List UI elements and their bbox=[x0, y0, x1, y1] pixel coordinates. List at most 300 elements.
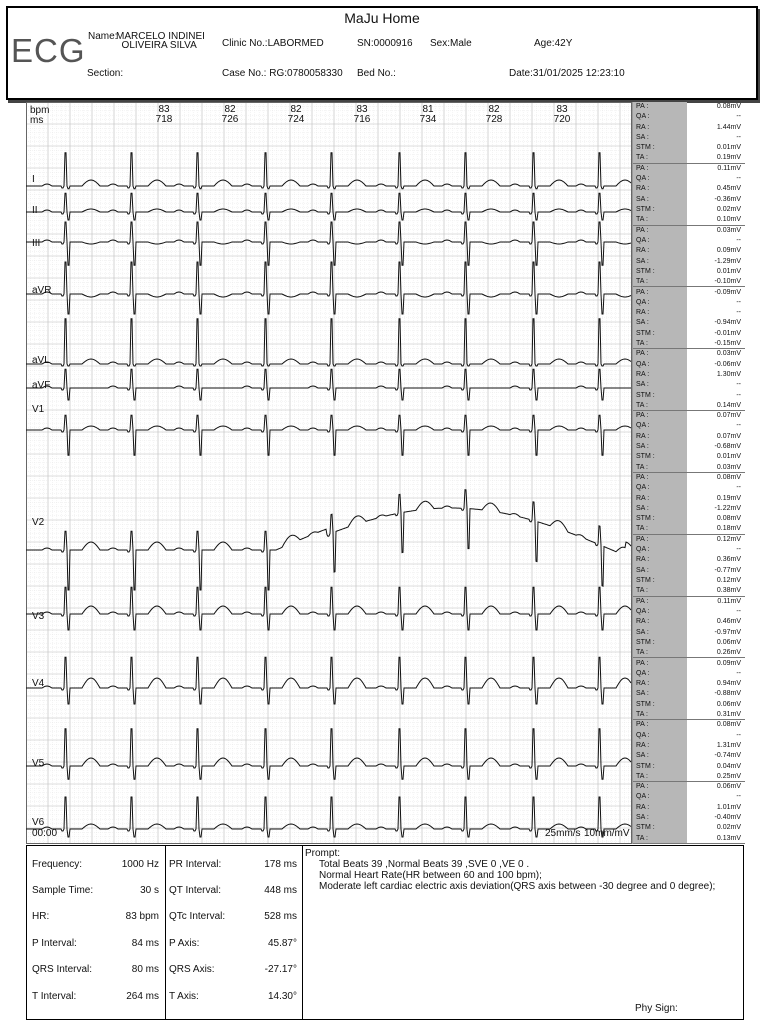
measurement-value: 0.01mV bbox=[716, 267, 741, 275]
frequency-label: Frequency: bbox=[32, 859, 83, 870]
p-interval-value: 84 ms bbox=[131, 938, 159, 949]
hr-label: HR: bbox=[32, 911, 50, 922]
measurement-row bbox=[633, 318, 745, 328]
rr-label: 82 728 bbox=[485, 104, 503, 125]
lead-label-I: I bbox=[32, 174, 35, 185]
t-interval-value: 264 ms bbox=[126, 991, 159, 1002]
measurement-value: -0.88mV bbox=[714, 690, 741, 698]
summary-table bbox=[26, 845, 744, 1020]
measurement-key: QA : bbox=[636, 546, 650, 554]
clinic-no: Clinic No.:LABORMED bbox=[222, 38, 324, 49]
gain-setting: 10mm/mV bbox=[584, 828, 630, 839]
ecg-trace-V2 bbox=[26, 490, 631, 590]
lead-measurement-block bbox=[633, 720, 745, 782]
measurement-value: 0.01mV bbox=[716, 144, 741, 152]
measurement-key: QA : bbox=[636, 422, 650, 430]
measurement-value: 0.18mV bbox=[716, 525, 741, 533]
measurement-key: TA : bbox=[636, 772, 648, 780]
measurement-key: PA : bbox=[636, 350, 649, 358]
measurement-row bbox=[633, 184, 745, 194]
column-divider bbox=[165, 846, 166, 1019]
measurement-key: RA : bbox=[636, 309, 650, 317]
ecg-trace-V4 bbox=[26, 657, 631, 704]
column-divider bbox=[302, 846, 303, 1019]
measurement-key: QA : bbox=[636, 793, 650, 801]
lead-measurement-block bbox=[633, 102, 745, 164]
measurement-key: QA : bbox=[636, 360, 650, 368]
ecg-trace-aVL bbox=[26, 319, 631, 366]
measurement-key: PA : bbox=[636, 721, 649, 729]
qt-interval-label: QT Interval: bbox=[169, 885, 222, 896]
bed-no: Bed No.: bbox=[357, 68, 396, 79]
case-no: Case No.: RG:0780058330 bbox=[222, 68, 343, 79]
measurement-key: QA : bbox=[636, 607, 650, 615]
measurement-value: 0.02mV bbox=[716, 206, 741, 214]
ecg-trace-III bbox=[26, 222, 631, 265]
measurement-key: STM : bbox=[636, 577, 655, 585]
measurement-row bbox=[633, 143, 745, 153]
measurement-row bbox=[633, 277, 745, 287]
measurement-value: -0.77mV bbox=[714, 566, 741, 574]
measurement-value: 0.11mV bbox=[717, 597, 741, 605]
rr-label: 83 718 bbox=[155, 104, 173, 125]
measurement-value: -- bbox=[736, 381, 741, 389]
measurement-key: SA : bbox=[636, 195, 649, 203]
measurement-row bbox=[633, 741, 745, 751]
report-title: MaJu Home bbox=[344, 10, 420, 26]
measurement-value: -0.10mV bbox=[714, 278, 741, 286]
p-interval-label: P Interval: bbox=[32, 938, 77, 949]
measurement-row bbox=[633, 659, 745, 669]
measurement-key: SA : bbox=[636, 628, 649, 636]
measurement-row bbox=[633, 288, 745, 298]
measurement-row bbox=[633, 494, 745, 504]
measurement-value: 0.03mV bbox=[716, 463, 741, 471]
prompt-line: Moderate left cardiac electric axis deviation(QRS axis between -30 degree and 0 degree); bbox=[319, 881, 716, 892]
measurement-key: PA : bbox=[636, 103, 649, 110]
measurement-value: -0.06mV bbox=[714, 360, 741, 368]
measurement-key: SA : bbox=[636, 133, 649, 141]
rr-label: 82 724 bbox=[287, 104, 305, 125]
measurement-row bbox=[633, 762, 745, 772]
record-date: Date:31/01/2025 12:23:10 bbox=[509, 68, 625, 79]
measurement-key: RA : bbox=[636, 680, 650, 688]
measurement-value: 0.94mV bbox=[716, 680, 741, 688]
t-axis-label: T Axis: bbox=[169, 991, 199, 1002]
measurement-row bbox=[633, 669, 745, 679]
t-interval-label: T Interval: bbox=[32, 991, 77, 1002]
ecg-trace-aVF bbox=[26, 369, 631, 400]
physician-signature-label: Phy Sign: bbox=[635, 1003, 678, 1014]
measurement-row bbox=[633, 700, 745, 710]
measurement-key: PA : bbox=[636, 659, 649, 667]
measurement-value: 1.01mV bbox=[716, 803, 741, 811]
ecg-trace-V3 bbox=[26, 587, 631, 630]
measurement-row bbox=[633, 164, 745, 174]
lead-label-aVR: aVR bbox=[32, 285, 52, 296]
measurement-key: SA : bbox=[636, 381, 649, 389]
bpm-label: bpm bbox=[30, 105, 50, 116]
measurement-row bbox=[633, 473, 745, 483]
measurement-key: STM : bbox=[636, 762, 655, 770]
interpretation-prompt bbox=[305, 848, 715, 892]
measurement-key: QA : bbox=[636, 731, 650, 739]
measurement-row bbox=[633, 267, 745, 277]
ecg-trace-area bbox=[26, 102, 632, 844]
measurement-row bbox=[633, 586, 745, 596]
measurement-key: QA : bbox=[636, 113, 650, 121]
lead-label-V1: V1 bbox=[32, 404, 45, 415]
measurement-value: 0.46mV bbox=[716, 618, 741, 626]
ecg-logo: ECG bbox=[11, 32, 86, 69]
paper-speed: 25mm/s bbox=[545, 828, 581, 839]
measurement-value: 0.03mV bbox=[716, 350, 741, 358]
measurement-value: 0.14mV bbox=[716, 401, 741, 409]
lead-label-V3: V3 bbox=[32, 611, 45, 622]
qrs-axis-label: QRS Axis: bbox=[169, 964, 215, 975]
measurement-row bbox=[633, 545, 745, 555]
measurement-key: PA : bbox=[636, 474, 649, 481]
measurement-row bbox=[633, 421, 745, 431]
measurement-key: STM : bbox=[636, 638, 655, 646]
measurement-value: -0.01mV bbox=[714, 329, 741, 337]
measurement-value: 0.11mV bbox=[717, 164, 741, 172]
measurement-row bbox=[633, 411, 745, 421]
measurement-row bbox=[633, 246, 745, 256]
measurement-value: 0.25mV bbox=[716, 772, 741, 780]
measurement-row bbox=[633, 112, 745, 122]
measurement-key: STM : bbox=[636, 391, 655, 399]
measurement-value: 0.02mV bbox=[716, 824, 741, 832]
measurement-row bbox=[633, 195, 745, 205]
measurement-value: 0.36mV bbox=[716, 556, 741, 564]
rr-label: 81 734 bbox=[419, 104, 437, 125]
measurement-value: -0.09mV bbox=[714, 288, 741, 296]
serial-no: SN:0000916 bbox=[357, 38, 413, 49]
measurement-row bbox=[633, 102, 745, 112]
measurement-row bbox=[633, 597, 745, 607]
ecg-trace-II bbox=[26, 193, 631, 220]
measurement-key: TA : bbox=[636, 649, 648, 657]
measurement-value: 0.09mV bbox=[716, 247, 741, 255]
measurement-key: TA : bbox=[636, 587, 648, 595]
p-axis-value: 45.87° bbox=[267, 938, 297, 949]
qrs-axis-value: -27.17° bbox=[264, 964, 297, 975]
sample-time-value: 30 s bbox=[140, 885, 159, 896]
measurement-row bbox=[633, 174, 745, 184]
measurement-key: STM : bbox=[636, 824, 655, 832]
lead-measurement-block bbox=[633, 411, 745, 473]
lead-measurements bbox=[632, 102, 745, 844]
measurement-row bbox=[633, 751, 745, 761]
measurement-key: PA : bbox=[636, 226, 649, 234]
measurement-key: PA : bbox=[636, 597, 649, 605]
ecg-trace-aVR bbox=[26, 262, 631, 314]
measurement-row bbox=[633, 442, 745, 452]
measurement-value: 0.09mV bbox=[716, 659, 741, 667]
measurement-row bbox=[633, 153, 745, 163]
measurement-value: 1.44mV bbox=[716, 123, 741, 131]
measurement-row bbox=[633, 689, 745, 699]
measurement-row bbox=[633, 329, 745, 339]
lead-measurement-block bbox=[633, 349, 745, 411]
measurement-key: RA : bbox=[636, 247, 650, 255]
measurement-value: 0.08mV bbox=[716, 721, 741, 729]
measurement-key: SA : bbox=[636, 257, 649, 265]
measurement-key: TA : bbox=[636, 278, 648, 286]
measurement-row bbox=[633, 308, 745, 318]
patient-sex: Sex:Male bbox=[430, 38, 472, 49]
rr-label: 82 726 bbox=[221, 104, 239, 125]
measurement-value: 0.31mV bbox=[716, 710, 741, 718]
t-axis-value: 14.30° bbox=[267, 991, 297, 1002]
qt-interval-value: 448 ms bbox=[264, 885, 297, 896]
lead-label-III: III bbox=[32, 238, 41, 249]
name-label: Name: bbox=[88, 31, 118, 42]
measurement-value: -1.22mV bbox=[714, 504, 741, 512]
report-header bbox=[6, 6, 758, 100]
measurement-key: STM : bbox=[636, 329, 655, 337]
prompt-label: Prompt: bbox=[305, 848, 341, 859]
patient-name: MARCELO INDINEI OLIVEIRA SILVA bbox=[116, 31, 205, 51]
measurement-value: -- bbox=[736, 607, 741, 615]
measurement-row bbox=[633, 628, 745, 638]
measurement-value: -- bbox=[736, 175, 741, 183]
measurement-key: TA : bbox=[636, 154, 648, 162]
measurement-key: STM : bbox=[636, 144, 655, 152]
measurement-key: TA : bbox=[636, 339, 648, 347]
measurement-row bbox=[633, 792, 745, 802]
measurement-row bbox=[633, 463, 745, 473]
measurement-row bbox=[633, 226, 745, 236]
qtc-interval-label: QTc Interval: bbox=[169, 911, 226, 922]
measurement-row bbox=[633, 123, 745, 133]
measurement-value: -- bbox=[736, 422, 741, 430]
measurement-row bbox=[633, 514, 745, 524]
measurement-key: SA : bbox=[636, 504, 649, 512]
lead-label-aVL: aVL bbox=[32, 355, 50, 366]
measurement-key: RA : bbox=[636, 803, 650, 811]
measurement-row bbox=[633, 803, 745, 813]
measurement-key: RA : bbox=[636, 370, 650, 378]
measurement-value: -0.94mV bbox=[714, 319, 741, 327]
measurement-row bbox=[633, 555, 745, 565]
measurement-key: PA : bbox=[636, 164, 649, 172]
measurement-row bbox=[633, 638, 745, 648]
qtc-interval-value: 528 ms bbox=[264, 911, 297, 922]
measurement-row bbox=[633, 360, 745, 370]
measurement-value: 0.06mV bbox=[716, 783, 741, 791]
measurement-row bbox=[633, 370, 745, 380]
measurement-row bbox=[633, 483, 745, 493]
measurement-row bbox=[633, 648, 745, 658]
measurement-value: 0.08mV bbox=[716, 515, 741, 523]
measurement-value: -- bbox=[736, 309, 741, 317]
measurement-value: 0.08mV bbox=[716, 103, 741, 110]
ecg-trace-V6 bbox=[26, 797, 631, 837]
measurement-row bbox=[633, 834, 745, 844]
patient-age: Age:42Y bbox=[534, 38, 573, 49]
measurement-row bbox=[633, 349, 745, 359]
measurement-key: TA : bbox=[636, 463, 648, 471]
lead-label-V6: V6 bbox=[32, 817, 45, 828]
measurement-value: 0.01mV bbox=[716, 453, 741, 461]
measurement-value: 0.08mV bbox=[716, 474, 741, 481]
measurement-value: -- bbox=[736, 484, 741, 492]
measurement-key: SA : bbox=[636, 690, 649, 698]
measurement-row bbox=[633, 401, 745, 411]
measurement-row bbox=[633, 504, 745, 514]
measurement-row bbox=[633, 298, 745, 308]
sample-time-label: Sample Time: bbox=[32, 885, 94, 896]
measurement-value: 0.13mV bbox=[716, 834, 741, 842]
measurement-key: PA : bbox=[636, 535, 649, 543]
measurement-value: 0.04mV bbox=[716, 762, 741, 770]
measurement-value: -0.40mV bbox=[714, 814, 741, 822]
measurement-key: PA : bbox=[636, 783, 649, 791]
section-label: Section: bbox=[87, 68, 124, 79]
measurement-value: -- bbox=[736, 298, 741, 306]
measurement-row bbox=[633, 617, 745, 627]
measurement-value: 0.26mV bbox=[716, 649, 741, 657]
lead-measurement-block bbox=[633, 659, 745, 721]
measurement-value: 0.12mV bbox=[716, 535, 741, 543]
time-start: 00:00 bbox=[32, 828, 58, 839]
measurement-value: 0.07mV bbox=[716, 432, 741, 440]
measurement-key: RA : bbox=[636, 123, 650, 131]
measurement-key: STM : bbox=[636, 700, 655, 708]
measurement-value: -1.29mV bbox=[714, 257, 741, 265]
measurement-row bbox=[633, 823, 745, 833]
measurement-row bbox=[633, 566, 745, 576]
lead-label-II: II bbox=[32, 205, 38, 216]
measurement-key: TA : bbox=[636, 401, 648, 409]
measurement-row bbox=[633, 813, 745, 823]
lead-measurement-block bbox=[633, 597, 745, 659]
measurement-value: 0.19mV bbox=[716, 154, 741, 162]
measurement-row bbox=[633, 205, 745, 215]
measurement-value: -- bbox=[736, 669, 741, 677]
lead-measurement-block bbox=[633, 226, 745, 288]
measurement-value: -- bbox=[736, 133, 741, 141]
measurement-key: STM : bbox=[636, 515, 655, 523]
ecg-grid bbox=[26, 102, 632, 844]
lead-label-V5: V5 bbox=[32, 758, 45, 769]
lead-measurement-block bbox=[633, 473, 745, 535]
lead-measurement-block bbox=[633, 164, 745, 226]
measurement-key: TA : bbox=[636, 525, 648, 533]
measurement-row bbox=[633, 236, 745, 246]
measurement-key: QA : bbox=[636, 175, 650, 183]
measurement-value: 0.19mV bbox=[716, 494, 741, 502]
measurement-row bbox=[633, 215, 745, 225]
measurement-value: 0.38mV bbox=[716, 587, 741, 595]
measurement-row bbox=[633, 391, 745, 401]
measurement-value: -- bbox=[736, 391, 741, 399]
measurement-value: -- bbox=[736, 793, 741, 801]
measurement-row bbox=[633, 782, 745, 792]
measurement-key: PA : bbox=[636, 288, 649, 296]
measurement-row bbox=[633, 432, 745, 442]
measurement-key: TA : bbox=[636, 216, 648, 224]
qrs-interval-value: 80 ms bbox=[131, 964, 159, 975]
measurement-value: -0.15mV bbox=[714, 339, 741, 347]
measurement-value: 0.06mV bbox=[716, 700, 741, 708]
measurement-key: STM : bbox=[636, 206, 655, 214]
lead-measurement-block bbox=[633, 782, 745, 844]
qrs-interval-label: QRS Interval: bbox=[32, 964, 93, 975]
lead-label-V4: V4 bbox=[32, 678, 45, 689]
lead-measurement-block bbox=[633, 535, 745, 597]
measurement-value: 0.12mV bbox=[716, 577, 741, 585]
measurement-value: 0.45mV bbox=[716, 185, 741, 193]
measurement-key: QA : bbox=[636, 298, 650, 306]
measurement-value: 0.10mV bbox=[716, 216, 741, 224]
measurement-key: SA : bbox=[636, 814, 649, 822]
lead-measurement-block bbox=[633, 288, 745, 350]
lead-label-aVF: aVF bbox=[32, 380, 51, 391]
measurement-key: TA : bbox=[636, 834, 648, 842]
ecg-trace-I bbox=[26, 153, 631, 189]
measurement-key: QA : bbox=[636, 669, 650, 677]
measurement-row bbox=[633, 524, 745, 534]
measurement-key: QA : bbox=[636, 236, 650, 244]
measurement-value: -- bbox=[736, 113, 741, 121]
measurement-value: 1.30mV bbox=[716, 370, 741, 378]
measurement-key: RA : bbox=[636, 556, 650, 564]
measurement-key: SA : bbox=[636, 319, 649, 327]
measurement-key: RA : bbox=[636, 432, 650, 440]
measurement-row bbox=[633, 772, 745, 782]
measurement-row bbox=[633, 452, 745, 462]
ms-label: ms bbox=[30, 115, 44, 126]
measurement-key: RA : bbox=[636, 185, 650, 193]
measurement-row bbox=[633, 679, 745, 689]
prompt-line: Total Beats 39 ,Normal Beats 39 ,SVE 0 ,VE 0 . bbox=[319, 859, 530, 870]
measurement-value: -0.74mV bbox=[714, 752, 741, 760]
measurement-row bbox=[633, 133, 745, 143]
measurement-row bbox=[633, 576, 745, 586]
measurement-value: 0.07mV bbox=[716, 412, 741, 420]
measurement-row bbox=[633, 535, 745, 545]
measurement-row bbox=[633, 607, 745, 617]
rr-label: 83 720 bbox=[553, 104, 571, 125]
measurement-key: STM : bbox=[636, 267, 655, 275]
measurement-key: RA : bbox=[636, 494, 650, 502]
measurement-key: TA : bbox=[636, 710, 648, 718]
measurement-value: 1.31mV bbox=[716, 741, 741, 749]
measurement-key: STM : bbox=[636, 453, 655, 461]
measurement-key: SA : bbox=[636, 752, 649, 760]
p-axis-label: P Axis: bbox=[169, 938, 200, 949]
measurement-value: -- bbox=[736, 236, 741, 244]
measurement-row bbox=[633, 257, 745, 267]
prompt-line: Normal Heart Rate(HR between 60 and 100 bpm); bbox=[319, 870, 542, 881]
measurement-key: QA : bbox=[636, 484, 650, 492]
measurement-row bbox=[633, 720, 745, 730]
pr-interval-value: 178 ms bbox=[264, 859, 297, 870]
measurement-key: PA : bbox=[636, 412, 649, 420]
measurement-value: -- bbox=[736, 731, 741, 739]
measurement-key: SA : bbox=[636, 566, 649, 574]
measurement-key: SA : bbox=[636, 443, 649, 451]
measurement-value: -- bbox=[736, 546, 741, 554]
measurement-row bbox=[633, 731, 745, 741]
measurement-value: -0.68mV bbox=[714, 443, 741, 451]
measurement-row bbox=[633, 339, 745, 349]
measurement-row bbox=[633, 710, 745, 720]
lead-label-V2: V2 bbox=[32, 517, 45, 528]
